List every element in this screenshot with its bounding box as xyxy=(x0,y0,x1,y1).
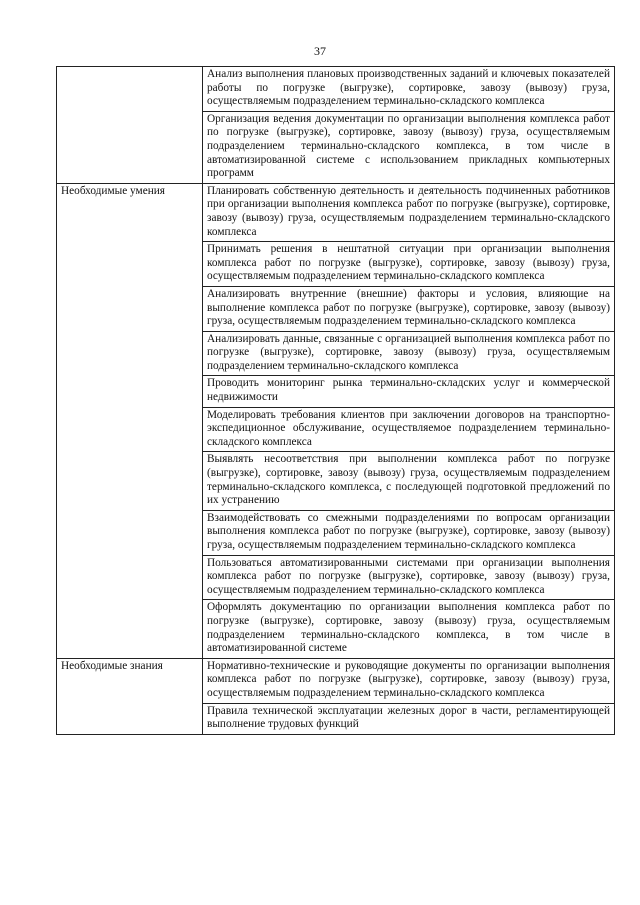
requirements-table xyxy=(56,66,615,735)
skill-cell: Взаимодействовать со смежными подразделениями по вопросам организации выполнения комплекса работ по погрузке (выгрузке), сортировке, завозу (вывозу) груза, осуществляемым подразделением терминально-складского комплекса xyxy=(203,510,615,555)
section-label xyxy=(57,67,203,184)
skill-cell: Анализировать данные, связанные с организацией выполнения комплекса работ по погрузке (выгрузке), сортировке, завозу (вывозу) груза, осуществляемым подразделением терминально-складского комплекса xyxy=(203,331,615,376)
requirement-cell: Анализ выполнения плановых производственных заданий и ключевых показателей работы по погрузке (выгрузке), сортировке, завозу (вывозу) груза, осуществляемым подразделением терминально-складского комплекса xyxy=(203,67,615,112)
requirement-cell: Организация ведения документации по организации выполнения комплекса работ по погрузке (выгрузке), сортировке, завозу (вывозу) груза, осуществляемым подразделением терминально-складского комплекса, в том числе в автоматизированной системе с использованием прикладных компьютерных программ xyxy=(203,111,615,183)
table-row xyxy=(57,67,615,112)
knowledge-cell: Правила технической эксплуатации железных дорог в части, регламентирующей выполнение трудовых функций xyxy=(203,703,615,734)
skill-cell: Оформлять документацию по организации выполнения комплекса работ по погрузке (выгрузке), сортировке, завозу (вывозу) груза, осуществляемым подразделением терминально-складского комплекса, в том числе в автоматизированной системе xyxy=(203,600,615,658)
skill-cell: Проводить мониторинг рынка терминально-складских услуг и коммерческой недвижимости xyxy=(203,376,615,407)
page-number: 37 xyxy=(314,44,326,58)
skill-cell: Пользоваться автоматизированными системами при организации выполнения комплекса работ по погрузке (выгрузке), сортировке, завозу (вывозу) груза, осуществляемым подразделением терминально-складского комплекса xyxy=(203,555,615,600)
table-row xyxy=(57,658,615,703)
skill-cell: Выявлять несоответствия при выполнении комплекса работ по погрузке (выгрузке), сортировке, завозу (вывозу) груза, осуществляемым подразделением терминально-складского комплекса, с последующей подготовкой предложений по их устранению xyxy=(203,452,615,510)
skill-cell: Принимать решения в нештатной ситуации при организации выполнения комплекса работ по погрузке (выгрузке), сортировке, завозу (вывозу) груза, осуществляемым подразделением терминально-складского комплекса xyxy=(203,242,615,287)
knowledge-cell: Нормативно-технические и руководящие документы по организации выполнения комплекса работ по погрузке (выгрузке), сортировке, завозу (вывозу) груза, осуществляемым подразделением терминально-складского комплекса xyxy=(203,658,615,703)
skill-cell: Моделировать требования клиентов при заключении договоров на транспортно-экспедиционное обслуживание, осуществляемое подразделением терминально-складского комплекса xyxy=(203,407,615,452)
skill-cell: Планировать собственную деятельность и деятельность подчиненных работников при организации выполнения комплекса работ по погрузке (выгрузке), сортировке, завозу (вывозу) груза, осуществляемым подразделением терминально-складского комплекса xyxy=(203,183,615,241)
section-label-knowledge: Необходимые знания xyxy=(57,658,203,734)
skill-cell: Анализировать внутренние (внешние) факторы и условия, влияющие на выполнение комплекса работ по погрузке (выгрузке), сортировке, завозу (вывозу) груза, осуществляемым подразделением терминально-складского комплекса xyxy=(203,286,615,331)
table-row xyxy=(57,183,615,241)
section-label-skills: Необходимые умения xyxy=(57,183,203,658)
